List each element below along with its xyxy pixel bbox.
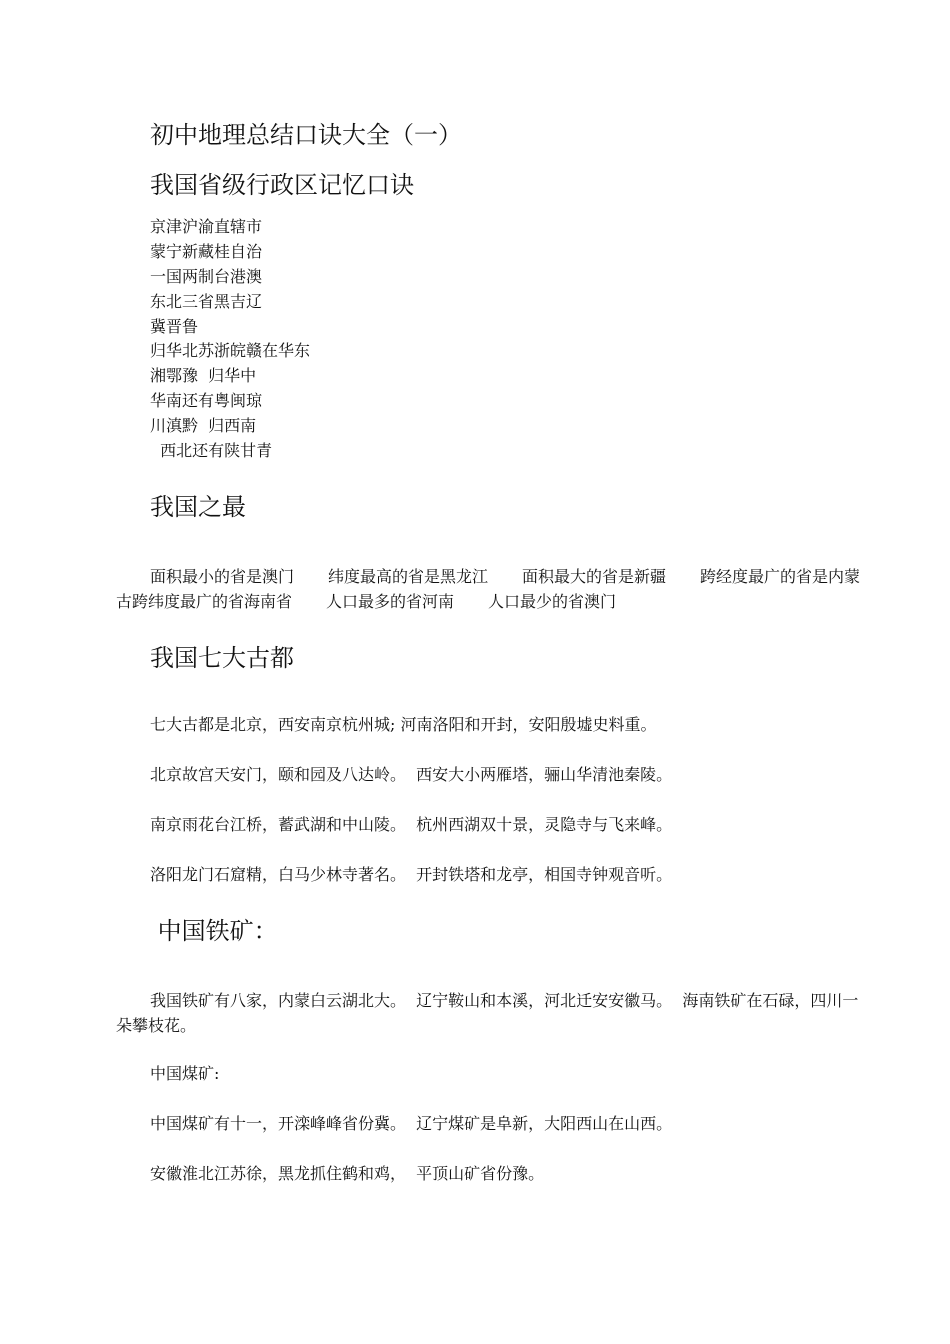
section-heading-provinces: 我国省级行政区记忆口诀 <box>150 171 414 199</box>
coal-heading: 中国煤矿: <box>150 1064 220 1083</box>
section-heading-records: 我国之最 <box>150 493 246 521</box>
records-paragraph <box>116 564 864 614</box>
record-item: 人口最多的省河南 <box>326 592 455 611</box>
section-heading-ancient-capitals: 我国七大古都 <box>150 644 294 672</box>
mnemonic-line: 归华北苏浙皖赣在华东 <box>150 341 311 360</box>
mnemonic-line: 蒙宁新藏桂自治 <box>150 242 263 261</box>
mnemonic-line: 西北还有陕甘青 <box>150 441 273 460</box>
section-heading-iron-ore: 中国铁矿： <box>150 917 278 945</box>
mnemonic-line: 华南还有粤闽琼 <box>150 391 263 410</box>
record-item: 跨经度最广的省是内蒙古跨纬度最广的省海南省 <box>116 567 861 611</box>
iron-ore-paragraph: 我国铁矿有八家，内蒙白云湖北大。 辽宁鞍山和本溪，河北迁安安徽马。 海南铁矿在石碌，四川一朵攀枝花。 <box>116 991 859 1035</box>
record-item: 人口最少的省澳门 <box>488 592 617 611</box>
mnemonic-line: 川滇黔 归西南 <box>150 416 257 435</box>
record-item: 面积最小的省是澳门 <box>150 567 295 586</box>
capitals-line: 七大古都是北京，西安南京杭州城; 河南洛阳和开封，安阳殷墟史料重。 <box>150 715 657 734</box>
record-item: 面积最大的省是新疆 <box>522 567 667 586</box>
capitals-line: 洛阳龙门石窟精，白马少林寺著名。 开封铁塔和龙亭，相国寺钟观音听。 <box>150 865 673 884</box>
mnemonic-line: 冀晋鲁 <box>150 317 199 336</box>
record-item: 纬度最高的省是黑龙江 <box>328 567 489 586</box>
document-title: 初中地理总结口诀大全（一） <box>150 121 462 149</box>
mnemonic-line: 东北三省黑吉辽 <box>150 292 263 311</box>
mnemonic-line: 湘鄂豫 归华中 <box>150 366 257 385</box>
capitals-line: 南京雨花台江桥，蓄武湖和中山陵。 杭州西湖双十景，灵隐寺与飞来峰。 <box>150 815 673 834</box>
mnemonic-line: 京津沪渝直辖市 <box>150 217 263 236</box>
mnemonic-line: 一国两制台港澳 <box>150 267 263 286</box>
capitals-line: 北京故宫天安门，颐和园及八达岭。 西安大小两雁塔，骊山华清池秦陵。 <box>150 765 673 784</box>
coal-line: 安徽淮北江苏徐，黑龙抓住鹤和鸡， 平顶山矿省份豫。 <box>150 1164 545 1183</box>
coal-line: 中国煤矿有十一，开滦峰峰省份冀。 辽宁煤矿是阜新，大阳西山在山西。 <box>150 1114 673 1133</box>
